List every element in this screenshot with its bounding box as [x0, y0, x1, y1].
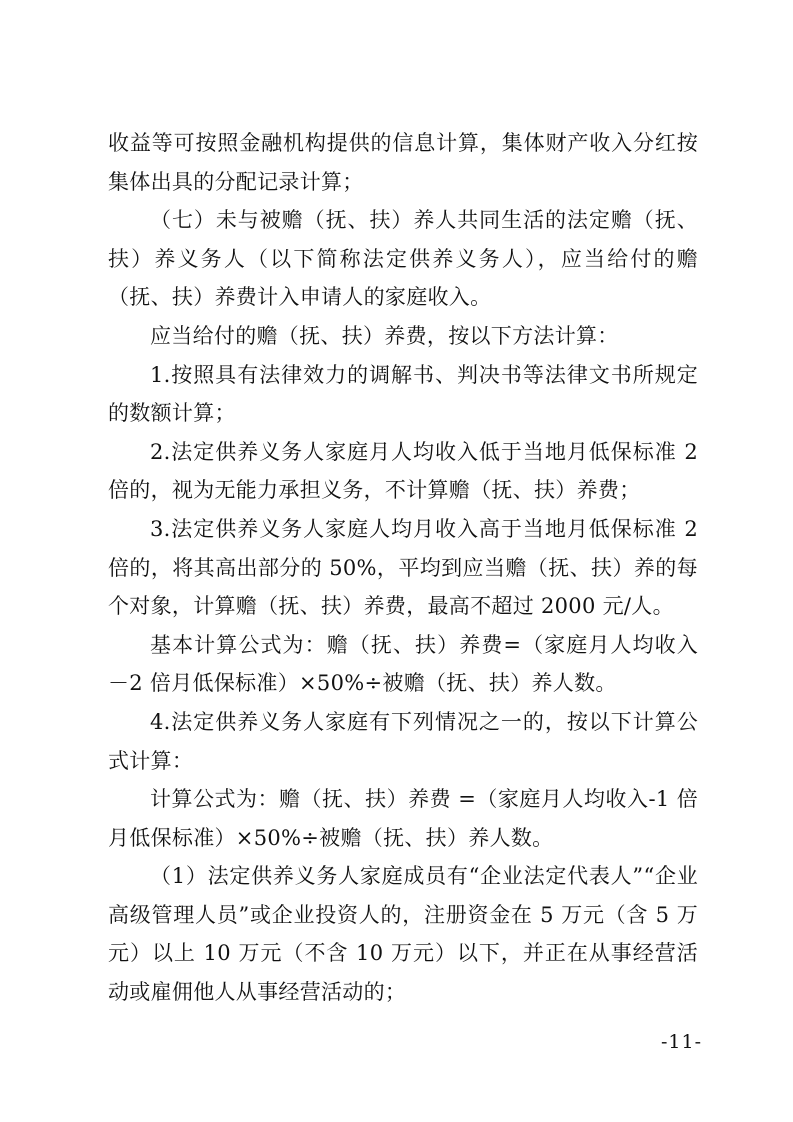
paragraph-continuation: 收益等可按照金融机构提供的信息计算，集体财产收入分红按集体出具的分配记录计算； [108, 131, 698, 194]
paragraph-method-intro: 应当给付的赡（抚、扶）养费，按以下方法计算： [150, 323, 619, 348]
page-number: -11- [660, 1031, 702, 1053]
paragraph-rule-3: 3.法定供养义务人家庭人均月收入高于当地月低保标准 2 倍的，将其高出部分的 50%，平均到应当赡（抚、扶）养的每个对象，计算赡（抚、扶）养费，最高不超过 2000 元/人。 [108, 516, 698, 619]
paragraph-rule-4: 4.法定供养义务人家庭有下列情况之一的，按以下计算公式计算： [108, 709, 698, 773]
paragraph-basic-formula: 基本计算公式为：赡（抚、扶）养费=（家庭月人均收入－2 倍月低保标准）×50%÷被赡（抚、扶）养人数。 [108, 632, 698, 696]
paragraph-rule-1: 1.按照具有法律效力的调解书、判决书等法律文书所规定的数额计算； [108, 362, 698, 426]
body-text [108, 124, 698, 1012]
paragraph-sub-item-1: （1）法定供养义务人家庭成员有“企业法定代表人”“企业高级管理人员”或企业投资人的，注册资金在 5 万元（含 5 万元）以上 10 万元（不含 10 万元）以下，并正在从事经营活动或雇佣他人从事经营活动的； [108, 864, 698, 1005]
paragraph-item-seven: （七）未与被赡（抚、扶）养人共同生活的法定赡（抚、扶）养义务人（以下简称法定供养义务人），应当给付的赡（抚、扶）养费计入申请人的家庭收入。 [108, 208, 698, 310]
paragraph-rule-2: 2.法定供养义务人家庭月人均收入低于当地月低保标准 2 倍的，视为无能力承担义务，不计算赡（抚、扶）养费； [108, 439, 698, 503]
paragraph-formula-4: 计算公式为：赡（抚、扶）养费 =（家庭月人均收入-1 倍月低保标准）×50%÷被赡（抚、扶）养人数。 [108, 787, 698, 850]
